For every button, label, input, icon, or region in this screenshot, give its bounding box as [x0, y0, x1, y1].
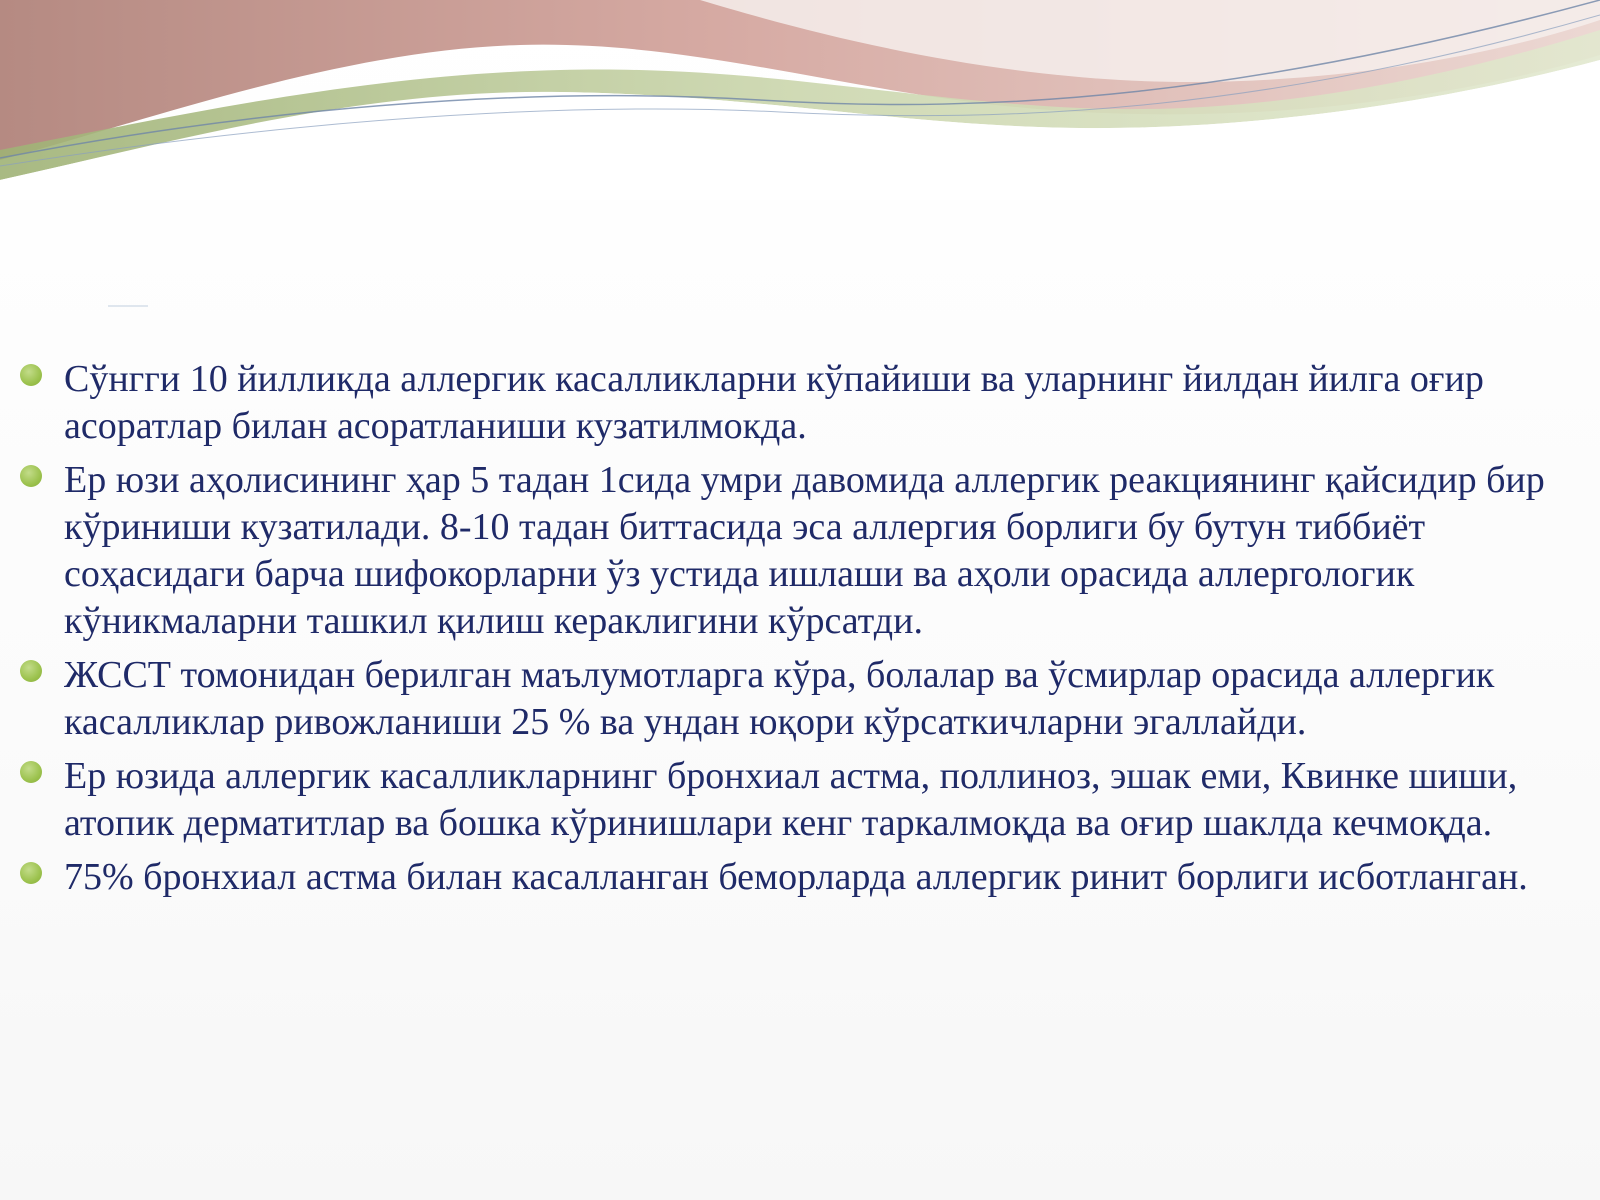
bullet-text: Сўнгги 10 йилликда аллергик касалликларни кўпайиши ва уларнинг йилдан йилга оғир асоратлар билан асоратланиши кузатилмокда.	[64, 358, 1484, 447]
bullet-item	[20, 753, 1580, 847]
bullet-dot-icon	[20, 761, 42, 783]
bullet-text: ЖССТ томонидан берилган маълумотларга кўра, болалар ва ўсмирлар орасида аллергик касалликлар ривожланиши 25 % ва ундан юқори кўрсаткичларни эгаллайди.	[64, 654, 1495, 743]
bullet-dot-icon	[20, 660, 42, 682]
bullet-item	[20, 652, 1580, 746]
bullet-text: 75% бронхиал астма билан касалланган беморларда аллергик ринит борлиги исботланган.	[64, 856, 1528, 898]
bullet-item	[20, 457, 1580, 645]
bullet-dot-icon	[20, 465, 42, 487]
bullet-item	[20, 854, 1580, 901]
empty-title-marker	[108, 305, 148, 307]
bullet-text: Ер юзида аллергик касалликларнинг бронхиал астма, поллиноз, эшак еми, Квинке шиши, атопик дерматитлар ва бошка кўринишлари кенг таркалмоқда ва оғир шаклда кечмоқда.	[64, 755, 1518, 844]
decorative-wave-header	[0, 0, 1600, 200]
bullet-list	[20, 356, 1580, 908]
bullet-dot-icon	[20, 364, 42, 386]
bullet-item	[20, 356, 1580, 450]
bullet-text: Ер юзи аҳолисининг ҳар 5 тадан 1сида умри давомида аллергик реакциянинг қайсидир бир кўриниши кузатилади. 8-10 тадан биттасида эса аллергия борлиги бу бутун тиббиёт соҳасидаги барча шифокорларни ўз устида ишлаши ва аҳоли орасида аллергологик кўникмаларни ташкил қилиш кераклигини кўрсатди.	[64, 459, 1545, 642]
bullet-dot-icon	[20, 862, 42, 884]
